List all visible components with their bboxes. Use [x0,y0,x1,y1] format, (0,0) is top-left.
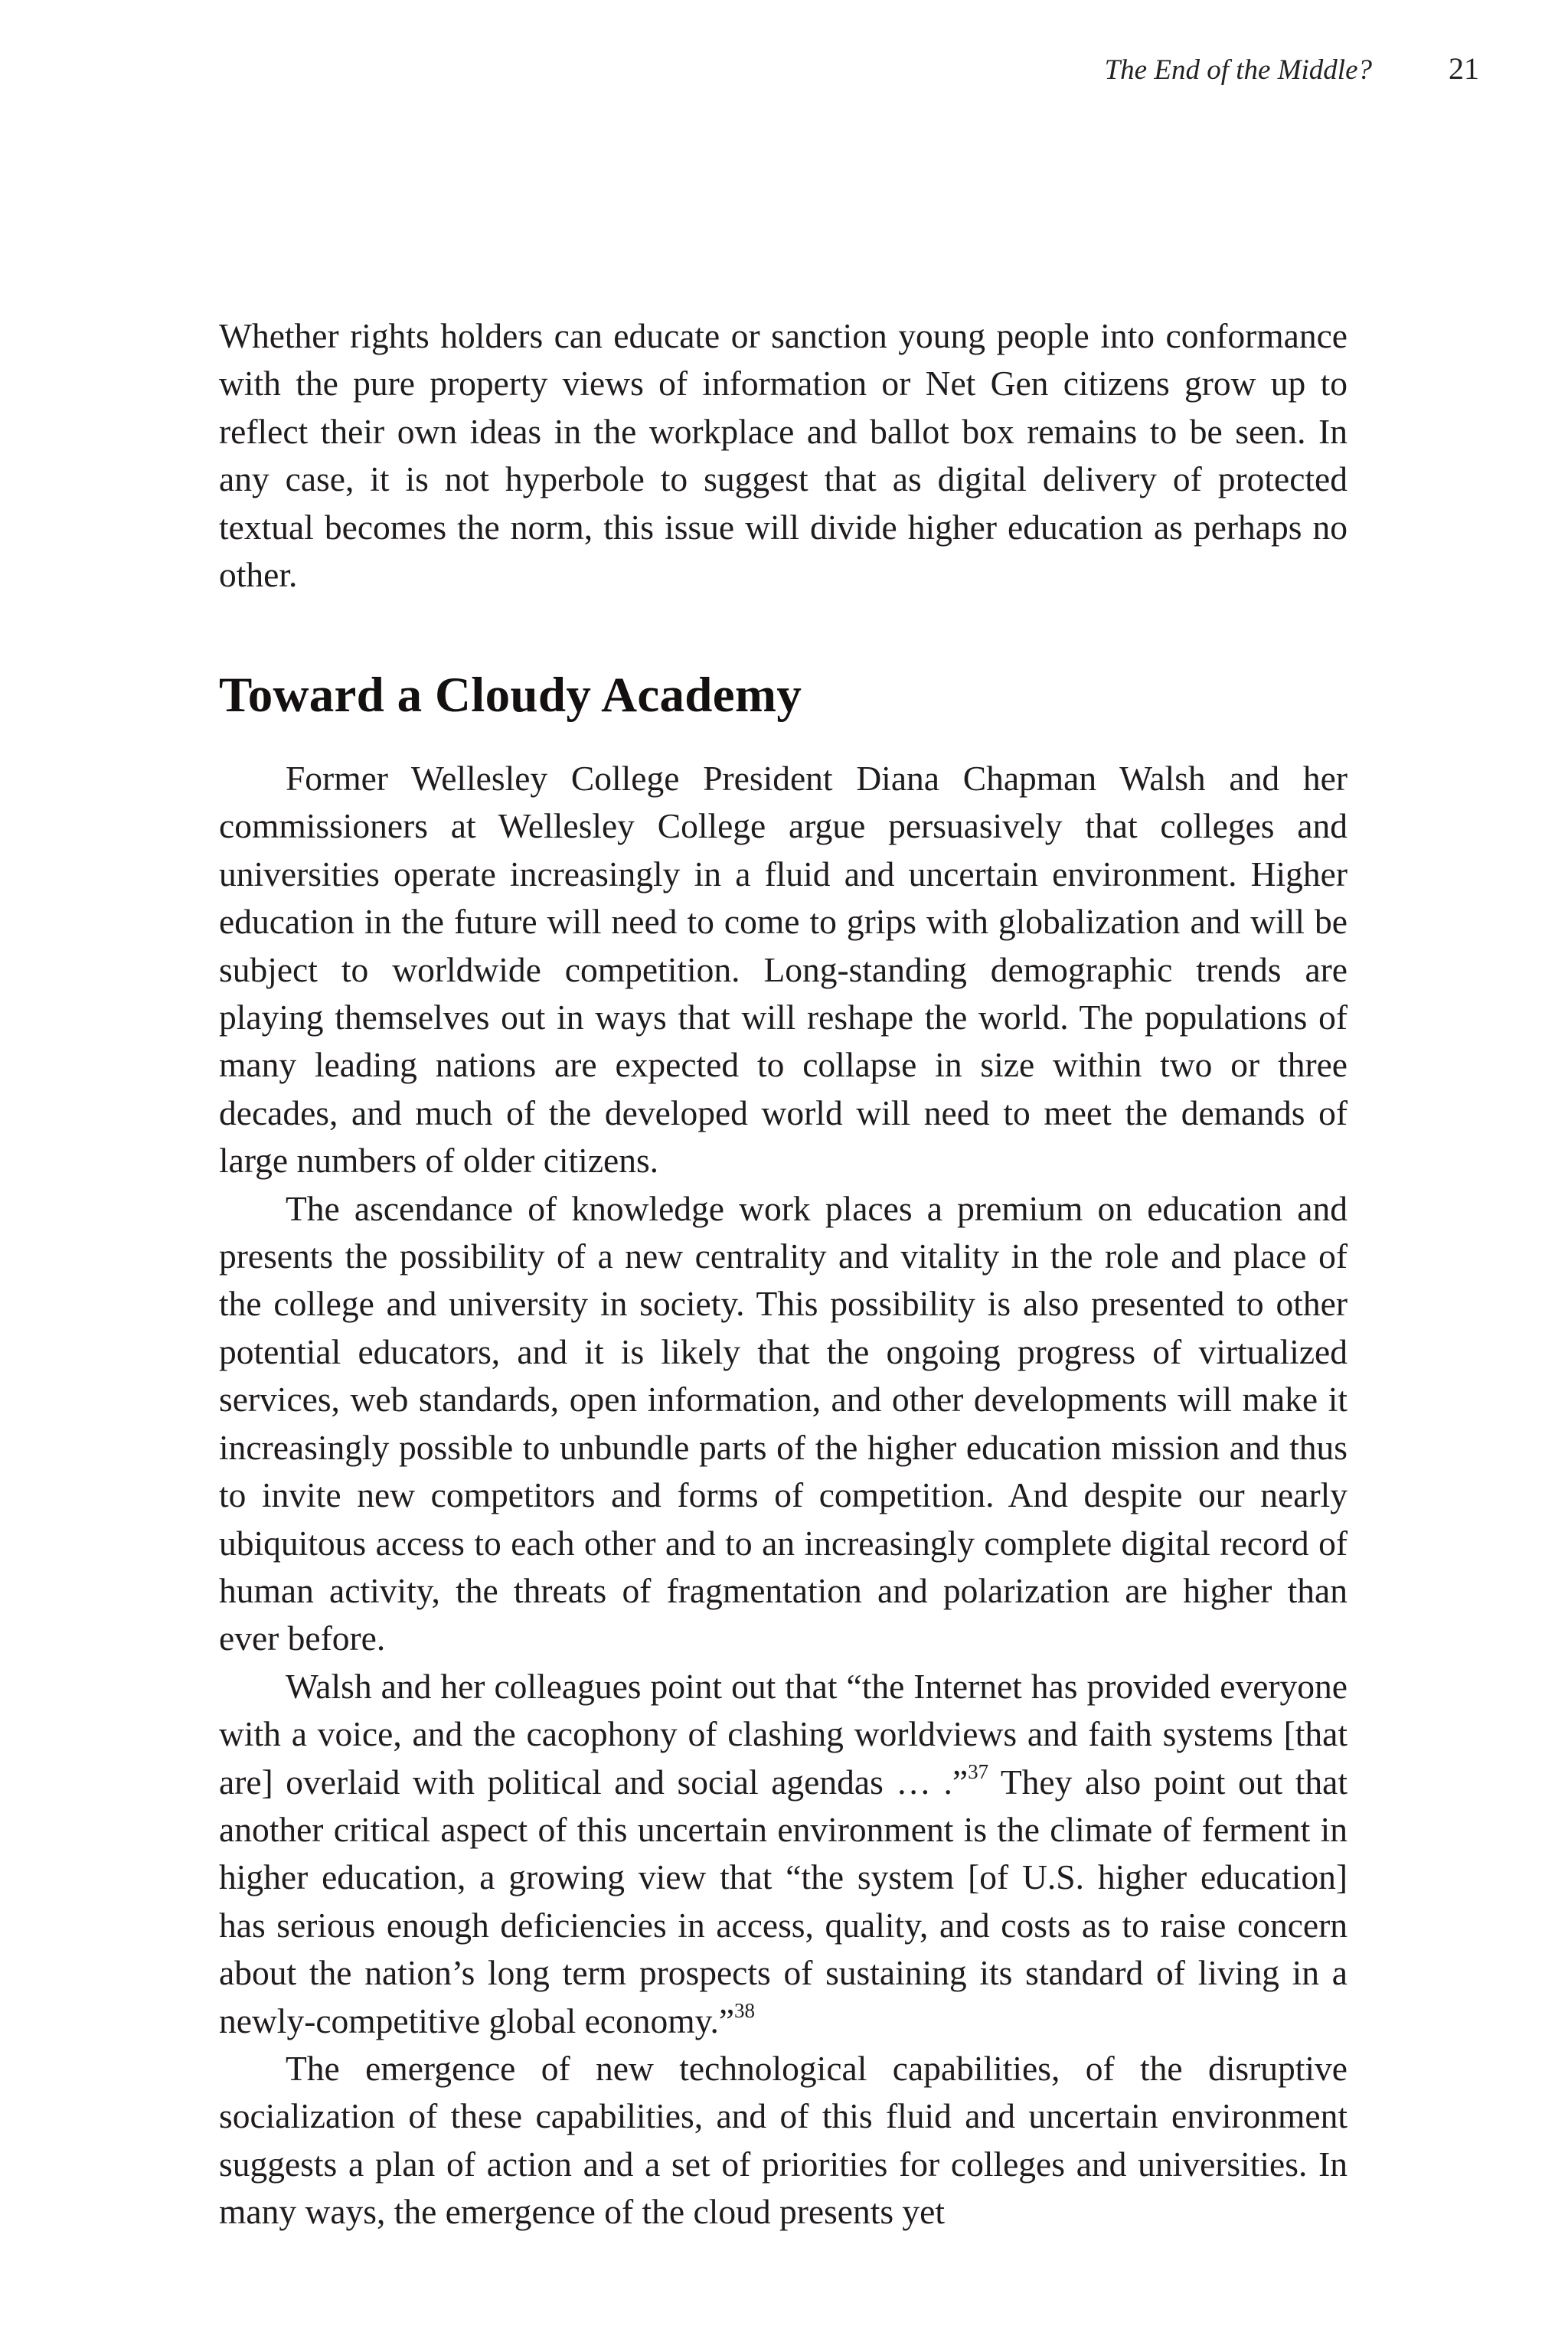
page-number: 21 [1449,51,1479,86]
section-body [219,755,1348,2236]
body-paragraph-walsh-quotes [219,1663,1348,2045]
footnote-ref-37: 37 [968,1759,989,1783]
body-paragraph-walsh-commission: Former Wellesley College President Diana Chapman Walsh and her commissioners at Wellesley College argue persuasively that colleges and universities operate increasingly in a fluid and uncertain environment. Higher education in the future will need to come to grips with globalization and will be subject to worldwide competition. Long-standing demographic trends are playing themselves out in ways that will reshape the world. The populations of many leading nations are expected to collapse in size within two or three decades, and much of the developed world will need to meet the demands of large numbers of older citizens. [219,759,1348,1181]
running-head [1105,51,1479,87]
section-heading: Toward a Cloudy Academy [219,668,802,723]
body-paragraph-emergence: The emergence of new technological capabilities, of the disruptive socialization of these capabilities, and of this fluid and uncertain environment suggests a plan of action and a set of priorities for colleges and universities. In many ways, the emergence of the cloud presents yet [219,2048,1348,2232]
intro-block [219,312,1348,599]
quote-text-part-1: Walsh and her colleagues point out that “the Internet has provided everyone with a voice, and the cacophony of clashing worldviews and faith systems [that are] overlaid with political and social agendas … .” [219,1666,1348,1802]
body-paragraph-knowledge-work: The ascendance of knowledge work places a premium on education and presents the possibility of a new centrality and vitality in the role and place of the college and university in society. This possibility is also presented to other potential educators, and it is likely that the ongoing progress of virtualized services, web standards, open information, and other developments will make it increasingly possible to unbundle parts of the higher education mission and thus to invite new competitors and forms of competition. And despite our nearly ubiquitous access to each other and to an increasingly complete digital record of human activity, the threats of fragmentation and polarization are higher than ever before. [219,1188,1348,1658]
running-title: The End of the Middle? [1104,54,1372,86]
quote-text-part-2: They also point out that another critical aspect of this uncertain environment is the climate of ferment in higher education, a growing view that “the system [of U.S. higher education] has serious enough deficiencies in access, quality, and costs as to raise concern about the nation’s long term prospects of sustaining its standard of living in a newly-competitive global economy.” [219,1762,1348,2040]
intro-paragraph: Whether rights holders can educate or sanction young people into conformance with the pure property views of information or Net Gen citizens grow up to reflect their own ideas in the workplace and ballot box remains to be seen. In any case, it is not hyperbole to suggest that as digital delivery of protected textual becomes the norm, this issue will divide higher education as perhaps no other. [219,316,1348,595]
footnote-ref-38: 38 [734,1998,756,2022]
